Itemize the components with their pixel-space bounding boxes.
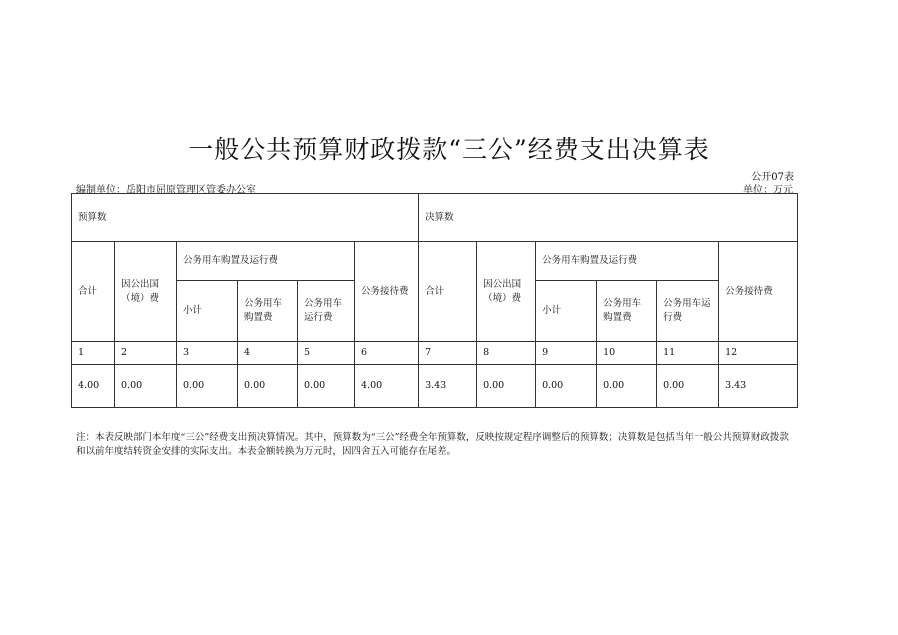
index-cell: 1 <box>72 342 115 365</box>
budget-vehicle-group-header: 公务用车购置及运行费 <box>177 242 355 281</box>
final-abroad-header: 因公出国（境）费 <box>477 242 536 342</box>
section-header-row <box>72 194 798 242</box>
page-title: 一般公共预算财政拨款“三公”经费支出决算表 <box>188 135 710 164</box>
index-cell: 10 <box>597 342 657 365</box>
final-operation-header: 公务用车运行费 <box>657 281 719 342</box>
value-row <box>72 365 798 408</box>
value-cell: 0.00 <box>536 365 597 408</box>
budget-operation-header: 公务用车运行费 <box>298 281 355 342</box>
form-number: 公开07表 <box>751 172 794 183</box>
unit-label: 单位：万元 <box>743 185 793 196</box>
index-cell: 5 <box>298 342 355 365</box>
final-header: 决算数 <box>419 194 798 242</box>
group-header-row <box>72 242 798 281</box>
expenditure-table <box>71 193 798 408</box>
index-row <box>72 342 798 365</box>
budget-subtotal-header: 小计 <box>177 281 238 342</box>
org-label: 编制单位：岳阳市屈原管理区管委办公室 <box>76 185 256 196</box>
index-cell: 12 <box>719 342 798 365</box>
index-cell: 3 <box>177 342 238 365</box>
value-cell: 0.00 <box>115 365 177 408</box>
index-cell: 2 <box>115 342 177 365</box>
value-cell: 3.43 <box>719 365 798 408</box>
final-reception-header: 公务接待费 <box>719 242 798 342</box>
value-cell: 0.00 <box>298 365 355 408</box>
value-cell: 0.00 <box>477 365 536 408</box>
budget-abroad-header: 因公出国（境）费 <box>115 242 177 342</box>
budget-purchase-header: 公务用车购置费 <box>238 281 298 342</box>
index-cell: 9 <box>536 342 597 365</box>
budget-header: 预算数 <box>72 194 419 242</box>
final-subtotal-header: 小计 <box>536 281 597 342</box>
value-cell: 0.00 <box>657 365 719 408</box>
index-cell: 7 <box>419 342 477 365</box>
value-cell: 4.00 <box>355 365 419 408</box>
value-cell: 0.00 <box>177 365 238 408</box>
index-cell: 8 <box>477 342 536 365</box>
value-cell: 4.00 <box>72 365 115 408</box>
final-vehicle-group-header: 公务用车购置及运行费 <box>536 242 719 281</box>
index-cell: 11 <box>657 342 719 365</box>
footnote: 注：本表反映部门本年度“三公”经费支出预决算情况。其中，预算数为“三公”经费全年预算数，反映按规定程序调整后的预算数；决算数是包括当年一般公共预算财政拨款和以前年度结转资金安排的实际支出。本表金额转换为万元时，因四舍五入可能存在尾差。 <box>76 432 789 457</box>
index-cell: 4 <box>238 342 298 365</box>
value-cell: 0.00 <box>597 365 657 408</box>
value-cell: 0.00 <box>238 365 298 408</box>
budget-total-header: 合计 <box>72 242 115 342</box>
budget-reception-header: 公务接待费 <box>355 242 419 342</box>
index-cell: 6 <box>355 342 419 365</box>
final-purchase-header: 公务用车购置费 <box>597 281 657 342</box>
final-total-header: 合计 <box>419 242 477 342</box>
value-cell: 3.43 <box>419 365 477 408</box>
